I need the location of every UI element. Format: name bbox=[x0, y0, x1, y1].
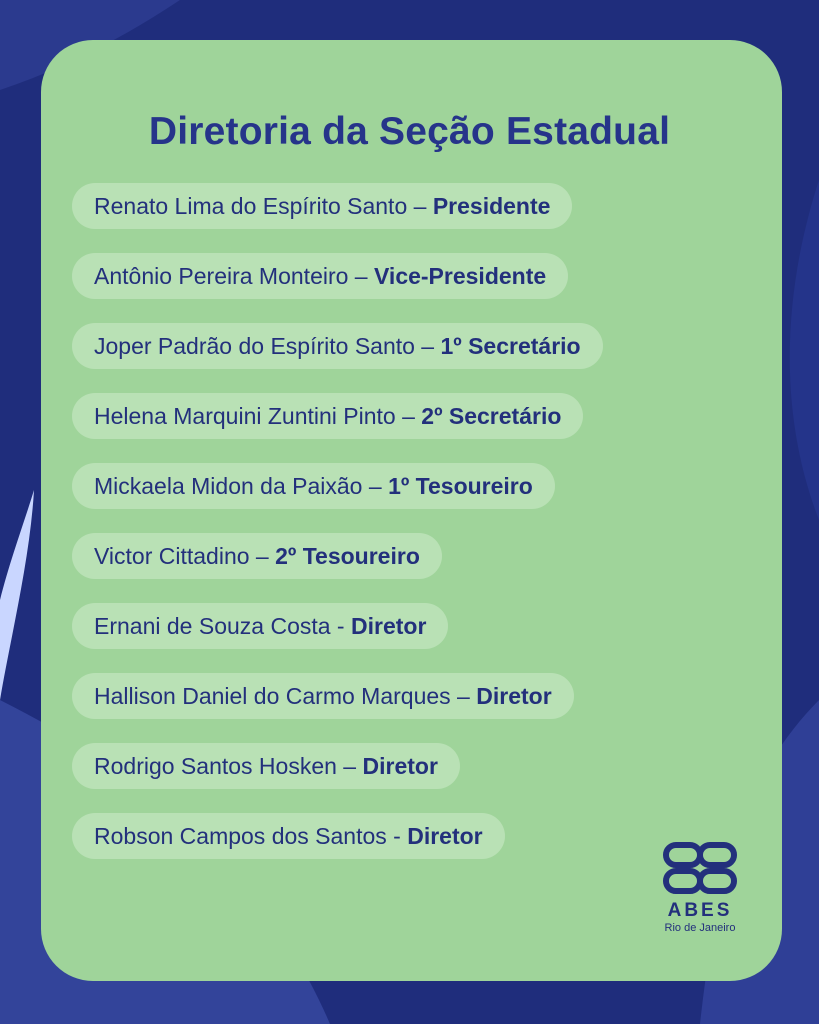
member-name: Victor Cittadino bbox=[94, 543, 250, 569]
member-role: 1º Secretário bbox=[440, 333, 581, 359]
member-role: 1º Tesoureiro bbox=[388, 473, 533, 499]
list-item bbox=[72, 533, 603, 603]
member-name: Rodrigo Santos Hosken bbox=[94, 753, 337, 779]
separator: - bbox=[386, 823, 408, 849]
separator: – bbox=[414, 333, 441, 359]
member-name: Helena Marquini Zuntini Pinto bbox=[94, 403, 396, 429]
separator: – bbox=[362, 473, 389, 499]
abes-logo bbox=[655, 840, 745, 935]
separator: – bbox=[348, 263, 374, 289]
member-name: Renato Lima do Espírito Santo bbox=[94, 193, 408, 219]
member-pill bbox=[72, 463, 555, 509]
member-pill bbox=[72, 743, 460, 789]
logo-name: ABES bbox=[667, 900, 733, 921]
logo-subtitle: Rio de Janeiro bbox=[664, 922, 736, 934]
page-title: Diretoria da Seção Estadual bbox=[148, 110, 671, 153]
member-pill bbox=[72, 393, 583, 439]
separator: – bbox=[407, 193, 433, 219]
list-item bbox=[72, 393, 603, 463]
member-pill bbox=[72, 673, 574, 719]
list-item bbox=[72, 743, 603, 813]
list-item bbox=[72, 323, 603, 393]
member-pill bbox=[72, 603, 448, 649]
member-list bbox=[72, 183, 603, 883]
list-item bbox=[72, 603, 603, 673]
member-name: Antônio Pereira Monteiro bbox=[94, 263, 349, 289]
abes-logo-icon bbox=[660, 840, 740, 896]
list-item bbox=[72, 463, 603, 533]
member-name: Joper Padrão do Espírito Santo bbox=[94, 333, 415, 359]
separator: – bbox=[395, 403, 422, 429]
member-role: 2º Secretário bbox=[421, 403, 562, 429]
member-pill bbox=[72, 253, 568, 299]
member-pill bbox=[72, 183, 572, 229]
separator: – bbox=[249, 543, 276, 569]
list-item bbox=[72, 183, 603, 253]
member-pill bbox=[72, 813, 505, 859]
separator: - bbox=[330, 613, 351, 639]
separator: – bbox=[336, 753, 363, 779]
right-shape bbox=[790, 180, 819, 520]
separator: – bbox=[450, 683, 477, 709]
list-item bbox=[72, 673, 603, 743]
member-name: Robson Campos dos Santos bbox=[94, 823, 387, 849]
member-name: Ernani de Souza Costa bbox=[94, 613, 331, 639]
member-role: 2º Tesoureiro bbox=[275, 543, 420, 569]
member-role: Presidente bbox=[432, 193, 551, 219]
list-item bbox=[72, 813, 603, 883]
member-role: Diretor bbox=[351, 613, 427, 639]
member-pill bbox=[72, 533, 442, 579]
member-name: Mickaela Midon da Paixão bbox=[94, 473, 363, 499]
member-role: Vice-Presidente bbox=[374, 263, 547, 289]
light-swoosh bbox=[0, 490, 34, 700]
member-role: Diretor bbox=[362, 753, 438, 779]
member-name: Hallison Daniel do Carmo Marques bbox=[94, 683, 451, 709]
member-pill bbox=[72, 323, 603, 369]
member-role: Diretor bbox=[407, 823, 483, 849]
list-item bbox=[72, 253, 603, 323]
member-role: Diretor bbox=[476, 683, 552, 709]
